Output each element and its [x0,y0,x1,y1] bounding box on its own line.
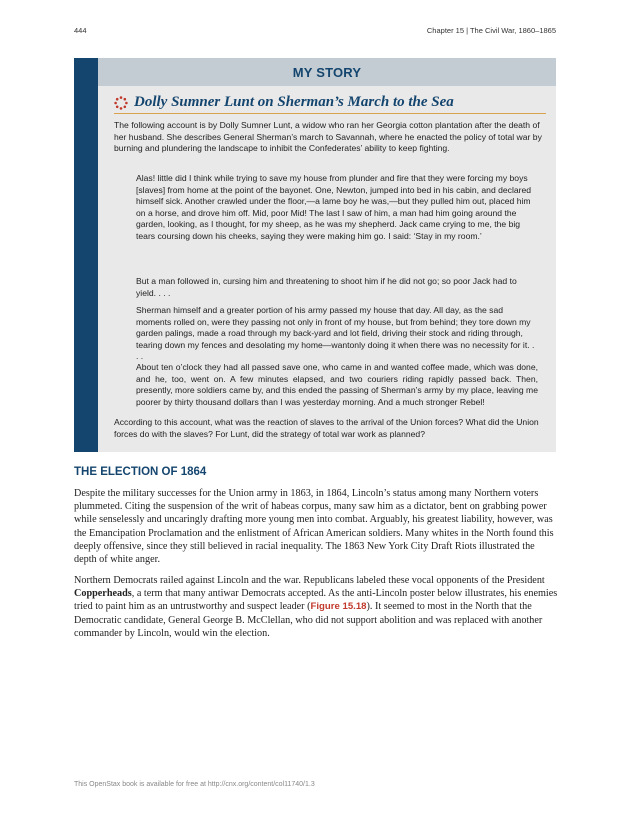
page-number: 444 [74,26,87,35]
story-heading: Dolly Sumner Lunt on Sherman’s March to the Sea [134,94,454,110]
my-story-box [74,58,556,452]
story-subheading [114,92,546,114]
body-paragraph: Despite the military successes for the Union army in 1863, in 1864, Lincoln’s status among many Northern voters plummeted. Citing the suspension of the writ of habeas corpus, many saw him as a dictator, bent on grabbing power while senselessly and uncaringly drafting more young men into combat. Arguably, his greatest liability, however, was the Emancipation Proclamation and the enlistment of African American soldiers. Many whites in the North found this deeply offensive, since they still believed in racial inequality. The 1863 New York City Draft Riots illustrated the depth of white anger. [74,488,554,566]
page-footer: This OpenStax book is available for free at http://cnx.org/content/col11740/1.3 [74,781,315,788]
quote-paragraph: Alas! little did I think while trying to save my house from plunder and fire that they were forcing my boys [slaves] from home at the point of the bayonet. One, Newton, jumped into bed in his cabin, and declared himself sick. Another crawled under the floor,—a lame boy he was,—but they pulled him out, placed him on a horse, and drove him off. Mid, poor Mid! The last I saw of him, a man had him going around the garden, looking, as I thought, for my sheep, as he was my shepherd. Jack came crying to me, the big tears coursing down his cheeks, saying they were making him go. I said: ‘Stay in my room.’ [136,173,532,241]
story-intro: The following account is by Dolly Sumner Lunt, a widow who ran her Georgia cotton plantation after the death of her husband. She describes General Sherman’s march to Savannah, where he enacted the policy of total war by burning and plundering the landscape to inhibit the Confederates’ ability to keep fighting. [114,120,542,154]
story-question: According to this account, what was the reaction of slaves to the arrival of the Union forces? What did the Union forces do with the slaves? For Lunt, did the strategy of total war work as planned? [114,417,539,439]
story-title-band [98,58,556,86]
paragraph-text: ). It seemed to most in the North that the Democratic candidate, General George B. McClellan, who did not support abolition and was replaced with another commander by Lincoln, would win the election. [74,601,543,639]
body-paragraph [74,574,558,640]
chapter-title: Chapter 15 | The Civil War, 1860–1865 [426,26,556,35]
paragraph-text: , a term that many antiwar Democrats accepted. As the anti-Lincoln poster below illustrates, his enemies tried to paint him as an untrustworthy and suspect leader ( [74,588,558,613]
paragraph-text: Northern Democrats railed against Lincoln and the war. Republicans labeled these vocal opponents of the President [74,575,545,586]
key-term-copperheads: Copperheads [74,588,132,600]
story-label: MY STORY [292,64,362,80]
section-heading: THE ELECTION OF 1864 [74,466,207,478]
circle-dots-icon [114,96,128,110]
quote-paragraph: Sherman himself and a greater portion of his army passed my house that day. All day, as the sad moments rolled on, were they passing not only in front of my house, but from behind; they tore down my garden palings, made a road through my back-yard and lot field, driving their stock and riding through, tearing down my fences and desolating my home—wantonly doing it when there was no necessity for it. . . . [136,305,535,362]
figure-link[interactable]: Figure 15.18 [310,601,367,613]
page-header [74,26,556,35]
quote-paragraph: But a man followed in, cursing him and threatening to shoot him if he did not go; so poor Jack had to yield. . . . [136,276,517,298]
quote-paragraph: About ten o’clock they had all passed save one, who came in and wanted coffee made, which was done, and he, too, went on. A few minutes elapsed, and two couriers riding rapidly passed back. Then, presently, more soldiers came by, and this ended the passing of Sherman’s army by my place, leaving me poorer by thirty thousand dollars than I was yesterday morning. And a much stronger Rebel! [136,362,538,407]
story-side-bar [74,58,98,452]
